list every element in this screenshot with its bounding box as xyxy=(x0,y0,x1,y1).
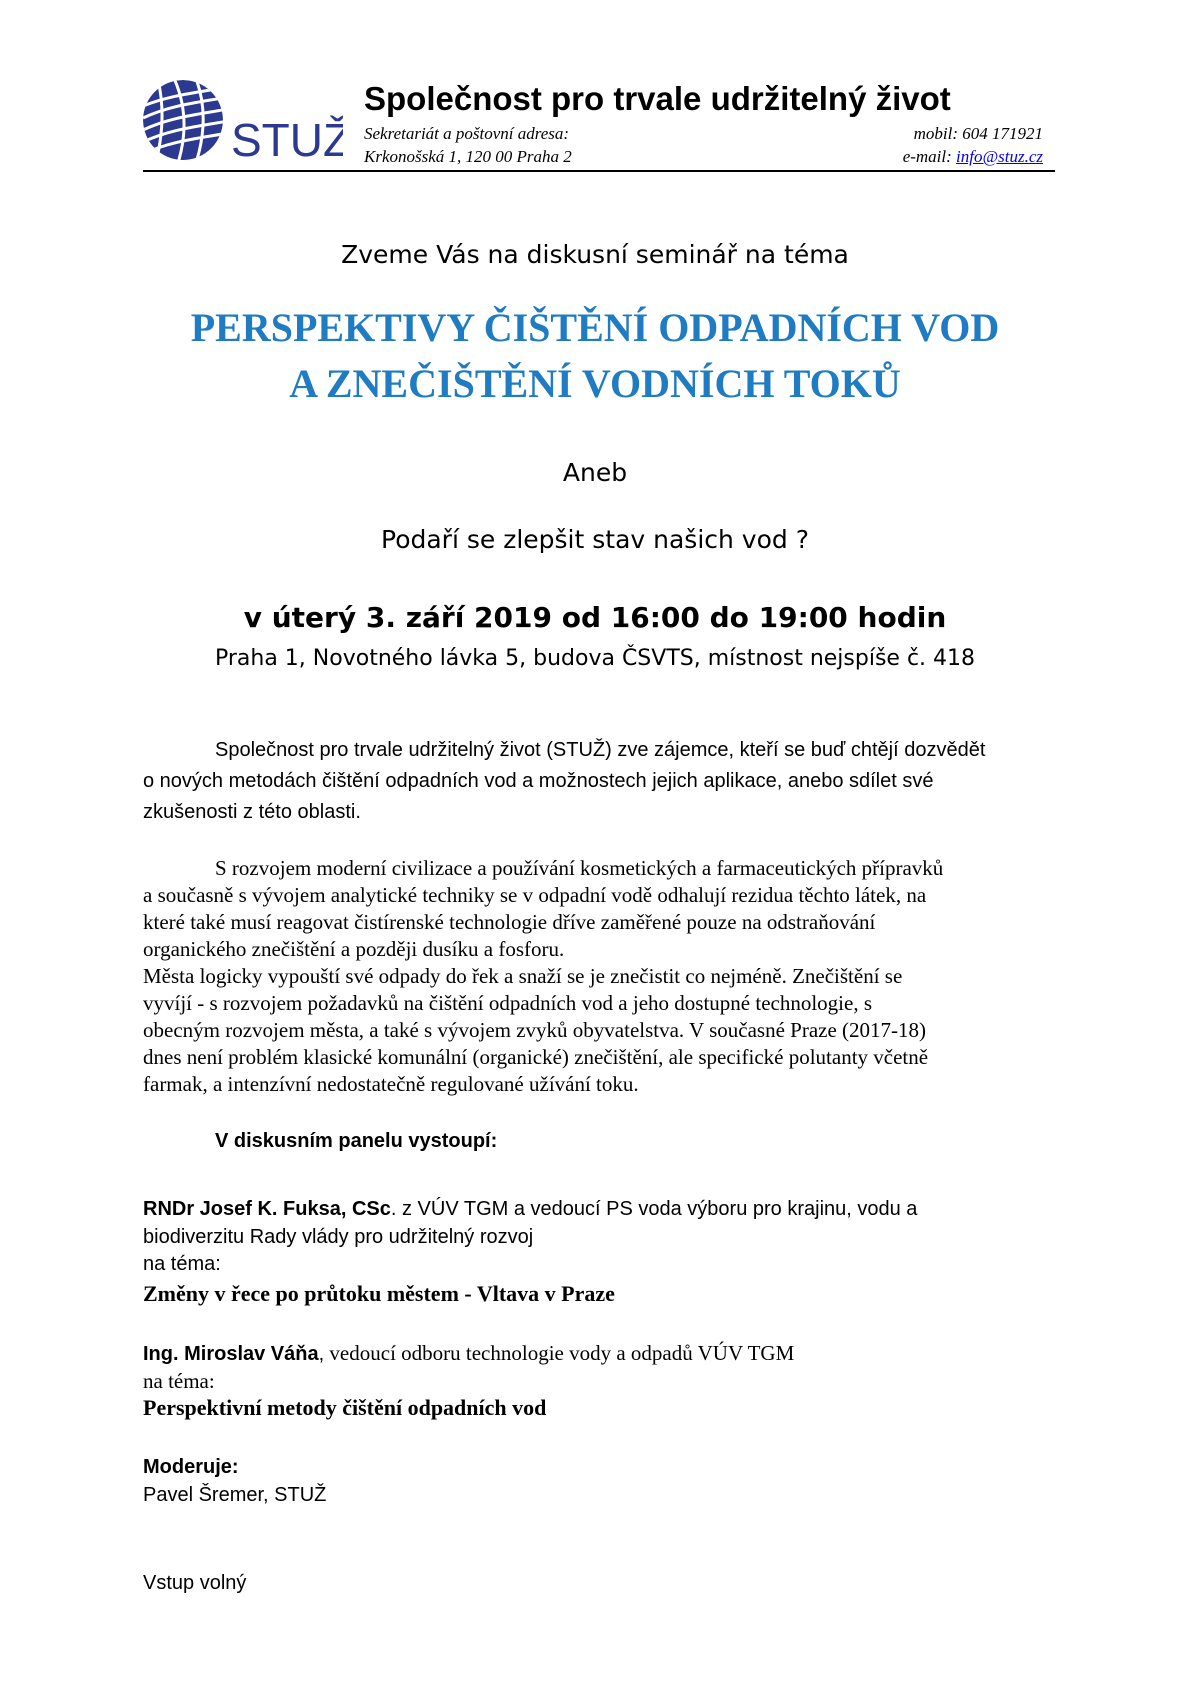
body-line: vyvíjí - s rozvojem požadavků na čištění odpadních vod a jeho dostupné technologie, s xyxy=(143,991,872,1015)
intro-paragraph xyxy=(143,735,1055,828)
seminar-title-line-2: A ZNEČIŠTĚNÍ VODNÍCH TOKŮ xyxy=(289,361,901,406)
body-line: farmak, a intenzívní nedostatečně regulované užívání toku. xyxy=(143,1072,639,1096)
globe-logo-icon xyxy=(143,76,343,166)
speaker-2-comma: , xyxy=(318,1343,325,1365)
body-line: dnes není problém klasické komunální (organické) znečištění, ale specifické polutanty včetně xyxy=(143,1045,929,1069)
body-line: organického znečištění a později dusíku a fosforu. xyxy=(143,937,565,961)
speaker-1-topic: Změny v řece po průtoku městem - Vltava v Praze xyxy=(143,1281,615,1306)
body-paragraph xyxy=(143,855,1055,1098)
body-line: které také musí reagovat čistírenské technologie dříve zaměřené pouze na odstraňování xyxy=(143,910,876,934)
invitation-text: Zveme Vás na diskusní seminář na téma xyxy=(341,240,849,269)
organization-name: Společnost pro trvale udržitelný život xyxy=(364,80,951,117)
logo-text: STUŽ xyxy=(231,114,343,166)
body-line: Města logicky vypouští své odpady do řek a snaží se je znečistit co nejméně. Znečištění se xyxy=(143,964,903,988)
email-label: e-mail: xyxy=(902,147,952,166)
entry-note: Vstup volný xyxy=(143,1572,247,1594)
panel-heading: V diskusním panelu vystoupí: xyxy=(215,1130,498,1152)
speaker-1-affiliation-cont: biodiverzitu Rady vlády pro udržitelný rozvoj xyxy=(143,1226,534,1248)
body-line: S rozvojem moderní civilizace a používání kosmetických a farmaceutických přípravků xyxy=(215,856,944,880)
speaker-2-topic: Perspektivní metody čištění odpadních vod xyxy=(143,1395,547,1420)
intro-line: o nových metodách čištění odpadních vod a možnostech jejich aplikace, anebo sdílet své xyxy=(143,770,934,792)
speaker-1-line xyxy=(143,1198,917,1221)
event-place: Praha 1, Novotného lávka 5, budova ČSVTS, místnost nejspíše č. 418 xyxy=(214,646,976,671)
postal-address: Krkonošská 1, 120 00 Praha 2 xyxy=(364,147,572,166)
aneb-text: Aneb xyxy=(562,458,628,487)
speaker-1-name: RNDr Josef K. Fuksa, CSc xyxy=(143,1198,391,1220)
email-line xyxy=(903,147,1043,167)
moderator-label: Moderuje: xyxy=(143,1456,239,1478)
body-line: obecným rozvojem města, a také s vývojem zvyků obyvatelstva. V současné Praze (2017-18) xyxy=(143,1018,927,1042)
header-divider xyxy=(143,170,1055,172)
intro-line: zkušenosti z této oblasti. xyxy=(143,801,361,823)
subtitle-question: Podaří se zlepšit stav našich vod ? xyxy=(381,525,809,554)
speaker-1-dot: . xyxy=(390,1198,397,1220)
speaker-2-name: Ing. Miroslav Váňa xyxy=(143,1343,319,1365)
moderator-name: Pavel Šremer, STUŽ xyxy=(143,1484,327,1506)
email-link[interactable]: info@stuz.cz xyxy=(956,147,1043,166)
speaker-2-na-tema: na téma: xyxy=(143,1369,215,1393)
mobile-number: mobil: 604 171921 xyxy=(913,124,1043,143)
event-date: v úterý 3. září 2019 od 16:00 do 19:00 hodin xyxy=(243,601,947,634)
speaker-2-line xyxy=(143,1341,794,1366)
speaker-1-affiliation: z VÚV TGM a vedoucí PS voda výboru pro krajinu, vodu a xyxy=(396,1198,918,1220)
address-label: Sekretariát a poštovní adresa: xyxy=(364,124,570,143)
speaker-2-affiliation: vedoucí odboru technologie vody a odpadů VÚV TGM xyxy=(324,1341,795,1365)
speaker-1-na-tema: na téma: xyxy=(143,1253,221,1275)
stuz-logo xyxy=(143,76,343,166)
intro-line: Společnost pro trvale udržitelný život (STUŽ) zve zájemce, kteří se buď chtějí dozvědět xyxy=(215,739,986,761)
seminar-title-line-1: PERSPEKTIVY ČIŠTĚNÍ ODPADNÍCH VOD xyxy=(190,305,1000,350)
body-line: a současně s vývojem analytické techniky se v odpadní vodě odhalují rezidua těchto látek, na xyxy=(143,883,927,907)
